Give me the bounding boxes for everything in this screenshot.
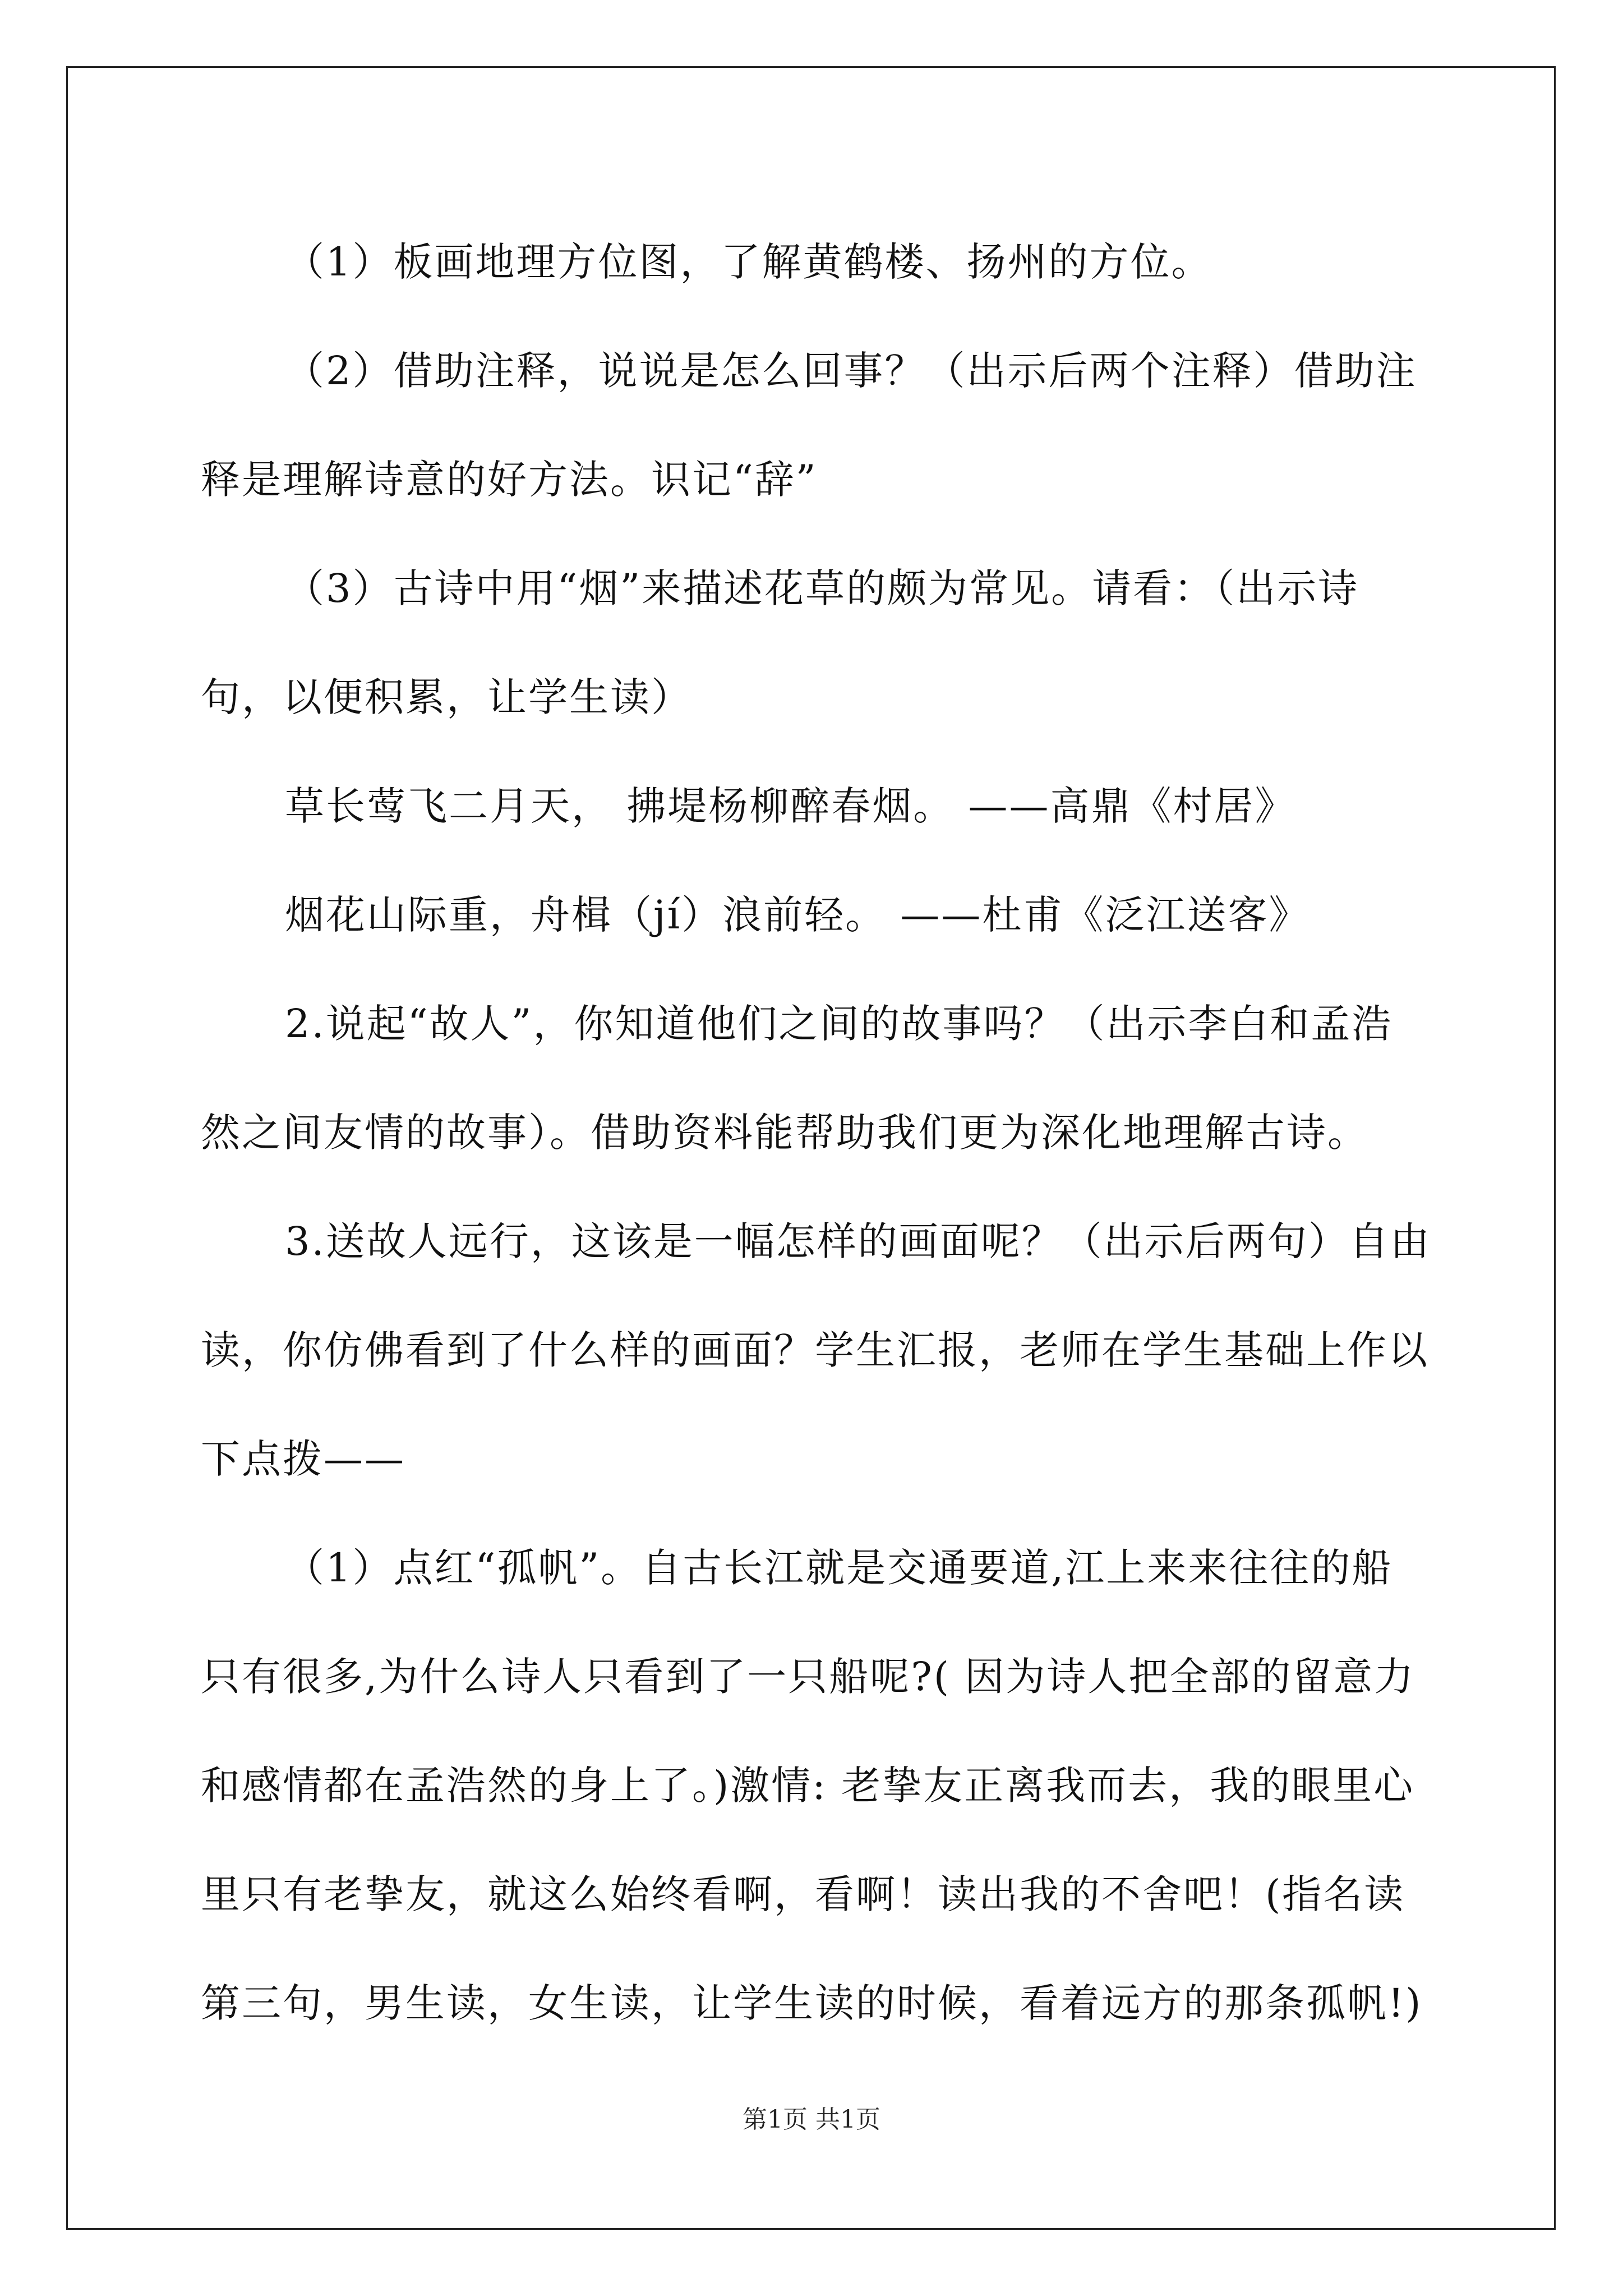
poem-line-1: 草长莺飞二月天， 拂堤杨柳醉春烟。 ——高鼎《村居》 (285, 783, 1296, 829)
paragraph-map: （1）板画地理方位图，了解黄鹤楼、扬州的方位。 (285, 239, 1212, 285)
document-body (201, 208, 1432, 2058)
poem-line-2: 烟花山际重，舟楫（jí）浪前轻。 ——杜甫《泛江送客》 (285, 892, 1310, 938)
paragraph-notes: （2）借助注释，说说是怎么回事？（出示后两个注释）借助注释是理解诗意的好方法。识记“辞” (201, 348, 1417, 503)
paragraph-smoke: （3）古诗中用“烟”来描述花草的颇为常见。请看：（出示诗句，以便积累，让学生读） (201, 565, 1359, 720)
paragraph-old-friend: 2.说起“故人”，你知道他们之间的故事吗？（出示李白和孟浩然之间友情的故事）。借助资料能帮助我们更为深化地理解古诗。 (201, 1001, 1393, 1156)
page-footer: 第1页 共1页 (743, 2105, 880, 2134)
paragraph-lone-sail: （1）点红“孤帆”。自古长江就是交通要道,江上来来往往的船只有很多,为什么诗人只看到了一只船呢?( 因为诗人把全部的留意力和感情都在孟浩然的身上了。)激情: 老挚友正离我而去，我的眼里心里只有老挚友，就这么始终看啊，看啊！读出我的不舍吧！(指名读第三句，男生读，女生读，让学生读的时候，看着远方的那条孤帆!) (201, 1545, 1423, 2026)
paragraph-farewell-scene: 3.送故人远行，这该是一幅怎样的画面呢？（出示后两句）自由读，你仿佛看到了什么样的画面？学生汇报，老师在学生基础上作以下点拨—— (201, 1218, 1431, 1482)
